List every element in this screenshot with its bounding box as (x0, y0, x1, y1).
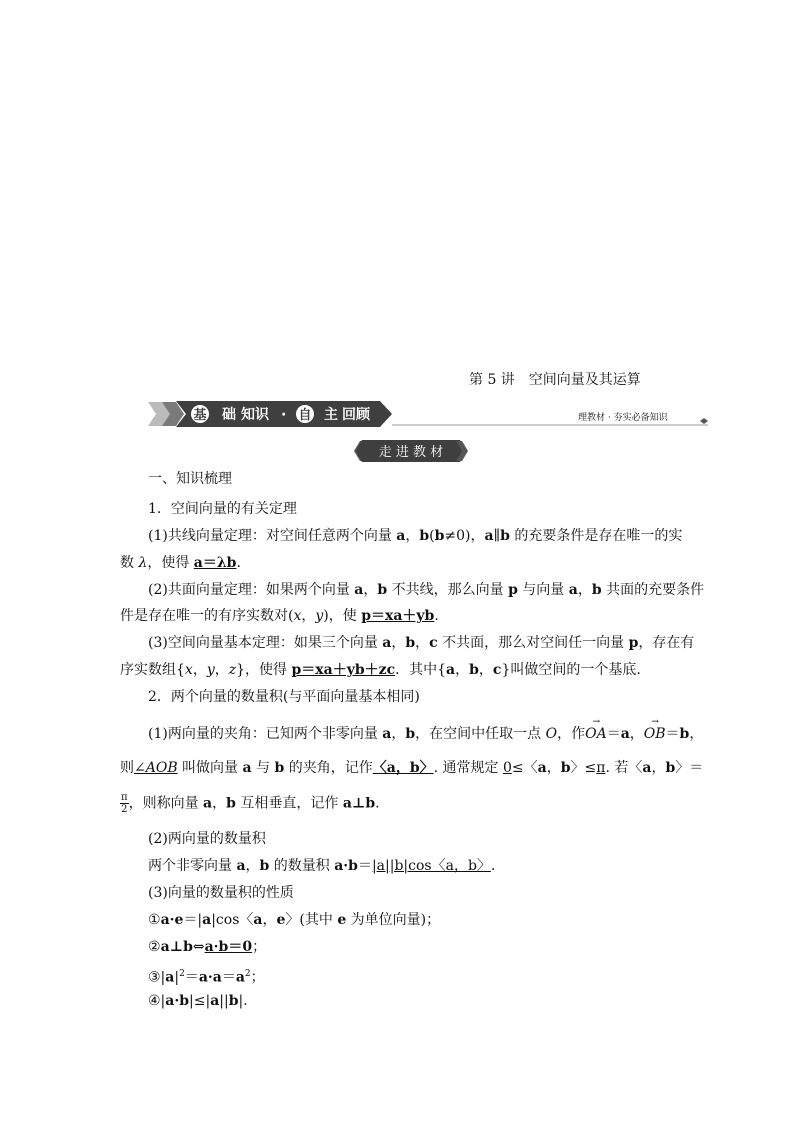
p2-line1: (2)共面向量定理：如果两个向量 a，b 不共线，那么向量 p 与向量 a，b 共面的充要条件 (148, 582, 705, 598)
banner-char-4: 自 (298, 408, 312, 423)
answer-perpendicular: a·b＝0 (204, 939, 253, 955)
subtitle-ribbon (354, 438, 468, 468)
arrow-icon: → (651, 717, 659, 727)
answer-basis: p＝xa＋yb＋zc (291, 662, 396, 678)
p5-line: 两个非零向量 a，b 的数量积 a·b＝|a||b|cos〈a，b〉. (148, 858, 496, 874)
p4-line2: 则∠AOB 叫做向量 a 与 b 的夹角，记作〈a，b〉. 通常规定 0≤〈a，b〉≤π. 若〈a，b〉＝ (120, 760, 704, 776)
answer-angle-min: 0 (502, 760, 512, 776)
banner-char-2: 础 (222, 407, 236, 423)
fraction-pi-over-2: $\frac{\pi}{2}$ (121, 792, 128, 815)
arrow-icon: → (592, 717, 601, 727)
vector-oa: → OA (585, 717, 607, 742)
p2-line2: 件是存在唯一的有序实数对(x，y)，使 p＝xa＋yb. (120, 608, 439, 624)
banner-dot: · (281, 407, 287, 423)
subtitle-graphic (354, 438, 468, 464)
answer-angle-max: π (596, 760, 606, 776)
p3-line2: 序实数组{x，y，z}，使得 p＝xa＋yb＋zc．其中{a，b，c}叫做空间的一个基底. (120, 662, 641, 678)
answer-angle-name: ∠AOB (134, 760, 178, 776)
banner-char-6: 回顾 (342, 407, 370, 423)
banner-char-1: 基 (193, 408, 207, 423)
item2-sub3-heading: (3)向量的数量积的性质 (148, 885, 294, 901)
item2-heading: 2．两个向量的数量积(与平面向量基本相同) (148, 689, 420, 705)
property-1: ①a·e＝|a|cos〈a，e〉(其中 e 为单位向量)； (148, 912, 441, 928)
property-3: $③|a|^2=a\cdot a=a^2$； (148, 969, 265, 986)
vector-ob: → OB (643, 717, 666, 742)
diamond-icon (700, 418, 708, 424)
answer-coplanar: p＝xa＋yb (361, 608, 435, 624)
property-2: ②a⊥b⇔a·b＝0； (148, 939, 267, 955)
subtitle-text: 走 进 教 材 (378, 445, 444, 460)
answer-dot-product: |a||b|cos〈a，b〉 (371, 858, 491, 874)
answer-collinear: a＝λb (193, 555, 237, 571)
lesson-title: 第 5 讲 空间向量及其运算 (469, 372, 641, 388)
answer-angle-notation: 〈a，b〉 (372, 760, 434, 776)
p1-line2: 数 λ，使得 a＝λb. (120, 555, 241, 571)
banner-char-3: 知识 (241, 407, 269, 423)
p4-line1: (1)两向量的夹角：已知两个非零向量 a，b，在空间中任取一点 O，作 → OA＝a， → OB＝b， (148, 717, 704, 742)
section-heading: 一、知识梳理 (148, 471, 232, 487)
p4-line3: $\frac{\pi}{2}$ ，则称向量 a，b 互相垂直，记作 a⊥b. (121, 792, 380, 815)
property-4: ④|a·b|≤|a||b|. (148, 993, 248, 1009)
banner-right-text: 理教材 · 夯实必备知识 (578, 413, 668, 423)
p1-line1: (1)共线向量定理：对空间任意两个向量 a，b(b≠0)，a∥b 的充要条件是存在唯一的实 (148, 528, 683, 544)
item2-sub2-heading: (2)两向量的数量积 (148, 831, 266, 847)
banner-char-5: 主 (324, 407, 338, 423)
item1-heading: 1．空间向量的有关定理 (148, 501, 297, 517)
p3-line1: (3)空间向量基本定理：如果三个向量 a，b，c 不共面，那么对空间任一向量 p，存在有 (148, 635, 695, 651)
